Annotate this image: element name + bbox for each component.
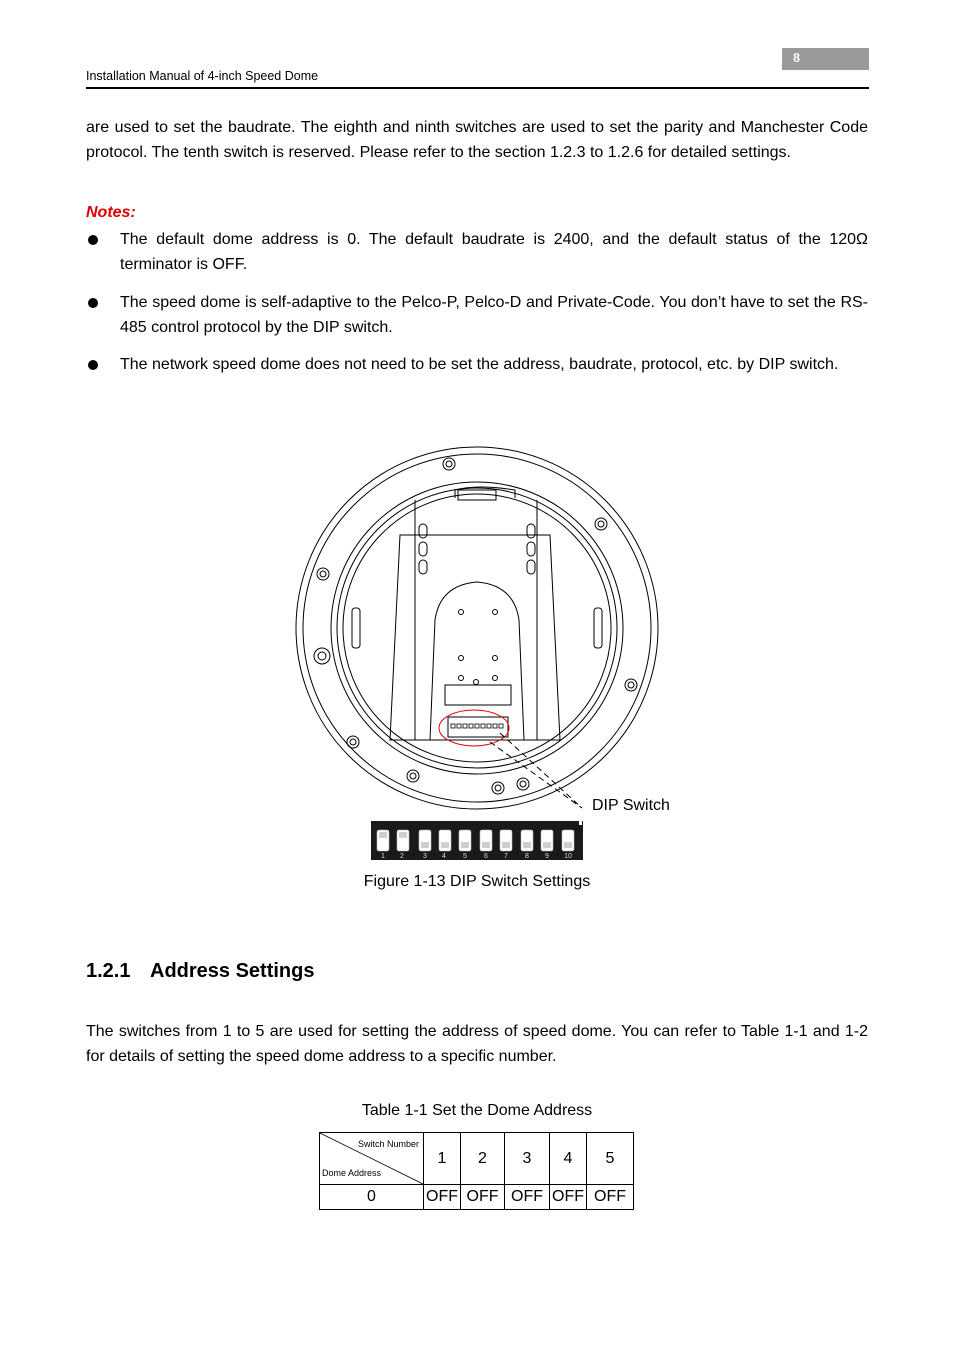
- table-cell: OFF: [505, 1185, 550, 1210]
- running-header: Installation Manual of 4-inch Speed Dome: [86, 69, 319, 83]
- page-number: 8: [793, 51, 800, 66]
- table-corner-cell: [320, 1133, 424, 1185]
- table-header-row: [320, 1133, 634, 1185]
- bullet-dot: [88, 360, 98, 370]
- section-paragraph: The switches from 1 to 5 are used for setting the address of speed dome. You can refer to Table 1-1 and 1-2 for details of setting the speed dome address to a specific number.: [86, 1023, 868, 1065]
- section-number: 1.2.1: [86, 960, 131, 982]
- dip-number: 6: [484, 853, 488, 860]
- table-header-cell: 1: [424, 1133, 461, 1185]
- dip-number: 10: [564, 853, 572, 860]
- header-rule: [86, 87, 869, 89]
- intro-paragraph: are used to set the baudrate. The eighth and ninth switches are used to set the parity and Manchester Code protocol. The tenth switch is reserved. Please refer to the section 1.2.3 to 1.2.6 for detailed settings.: [86, 119, 868, 161]
- page-number-box: [782, 48, 869, 70]
- section-heading: [86, 960, 314, 983]
- table-cell-address: 0: [320, 1185, 424, 1210]
- table-header-cell: 5: [587, 1133, 634, 1185]
- dip-switch-label: DIP Switch: [592, 797, 670, 814]
- dip-number: 2: [400, 853, 404, 860]
- table-header-cell: 3: [505, 1133, 550, 1185]
- table-row: [320, 1185, 634, 1210]
- section-title: Address Settings: [150, 960, 315, 982]
- dip-number: 7: [504, 853, 508, 860]
- dip-switch-enlarged: [371, 821, 583, 860]
- note-item: The default dome address is 0. The default baudrate is 2400, and the default status of the 120Ω terminator is OFF.: [120, 231, 868, 273]
- corner-bottom-label: Dome Address: [322, 1168, 382, 1178]
- table-cell: OFF: [587, 1185, 634, 1210]
- dip-number: 8: [525, 853, 529, 860]
- figure-caption: Figure 1-13 DIP Switch Settings: [363, 873, 591, 890]
- dip-switch-highlight: [439, 710, 509, 746]
- dome-address-table: [319, 1132, 634, 1210]
- table-cell: OFF: [424, 1185, 461, 1210]
- dip-number: 4: [442, 853, 446, 860]
- table-cell: OFF: [550, 1185, 587, 1210]
- dip-number: 1: [381, 853, 385, 860]
- corner-top-label: Switch Number: [357, 1139, 419, 1149]
- notes-label: Notes:: [86, 204, 136, 221]
- table-cell: OFF: [461, 1185, 505, 1210]
- table-header-cell: 2: [461, 1133, 505, 1185]
- table-header-cell: 4: [550, 1133, 587, 1185]
- note-item: The speed dome is self-adaptive to the Pelco-P, Pelco-D and Private-Code. You don’t have to set the RS-485 control protocol by the DIP switch.: [120, 294, 868, 336]
- bullet-dot: [88, 235, 98, 245]
- note-item: The network speed dome does not need to be set the address, baudrate, protocol, etc. by DIP switch.: [120, 356, 839, 373]
- bullet-dot: [88, 298, 98, 308]
- dip-number: 3: [423, 853, 427, 860]
- dip-number: 9: [545, 853, 549, 860]
- table-caption: Table 1-1 Set the Dome Address: [361, 1102, 593, 1119]
- dip-number: 5: [463, 853, 467, 860]
